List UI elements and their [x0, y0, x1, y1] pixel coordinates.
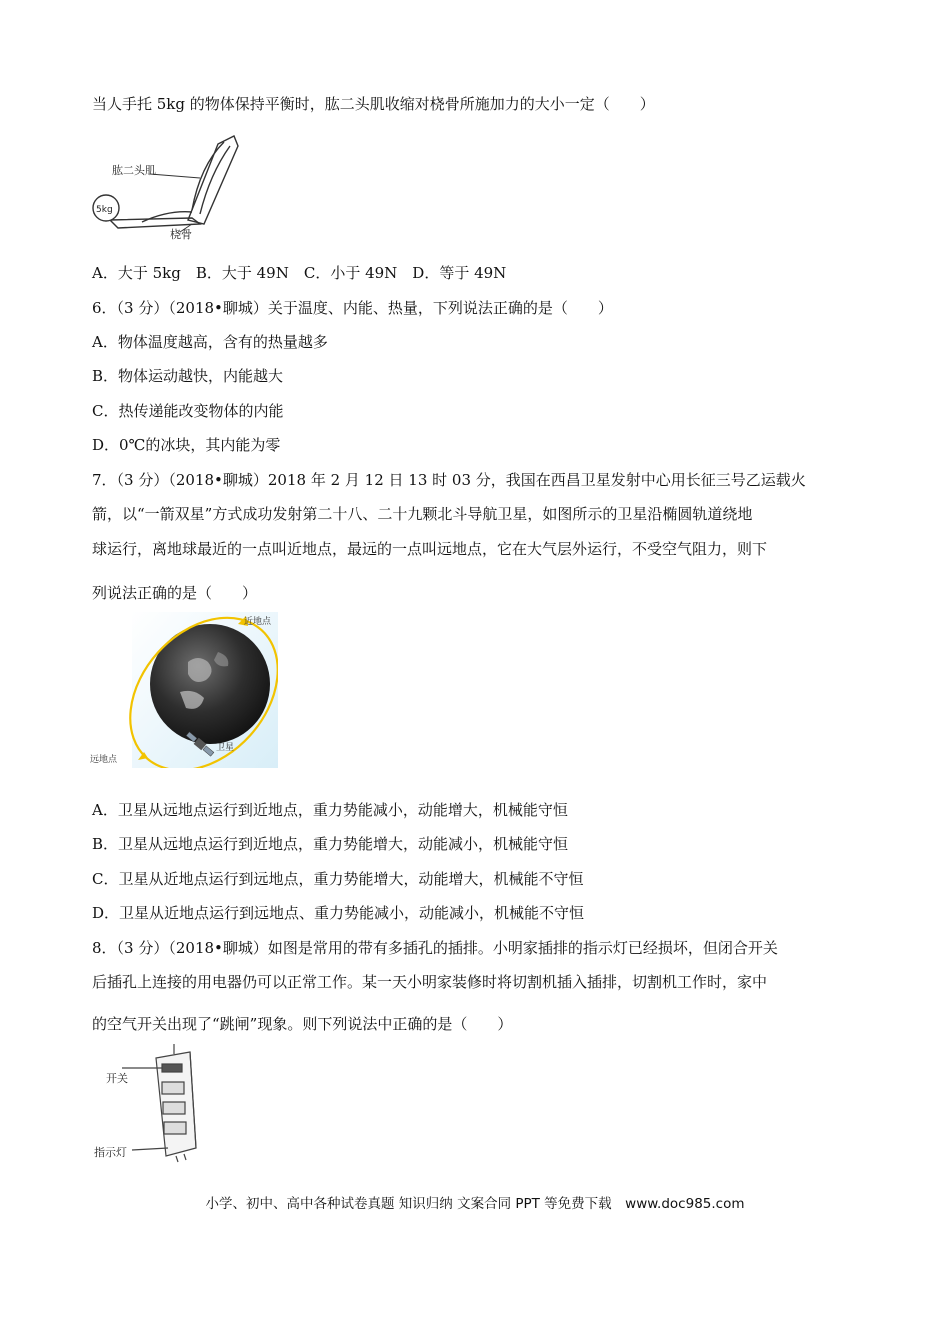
q5-options: A．大于 5kg B．大于 49N C．小于 49N D．等于 49N [92, 264, 507, 282]
arm-diagram [88, 126, 248, 242]
satellite-label: 卫星 [216, 743, 235, 753]
switch-block [162, 1064, 182, 1072]
biceps-muscle [192, 142, 224, 210]
weight-label: 5kg [96, 205, 113, 215]
forearm-bone [110, 218, 200, 228]
q6-stem: 6．（3 分）（2018•聊城）关于温度、内能、热量，下列说法正确的是（ ） [92, 299, 613, 317]
bone-label: 桡骨 [170, 228, 192, 241]
q8-stem-line-2: 后插孔上连接的用电器仍可以正常工作。某一天小明家装修时将切割机插入插排，切割机工作时，家中 [92, 973, 768, 991]
q7-option-d: D．卫星从近地点运行到远地点、重力势能减小，动能减小，机械能不守恒 [92, 904, 585, 922]
muscle-label: 肱二头肌 [112, 164, 156, 177]
near-point-label: 近地点 [244, 617, 272, 627]
q6-option-c: C．热传递能改变物体的内能 [92, 402, 284, 420]
q8-stem-line-1: 8．（3 分）（2018•聊城）如图是常用的带有多插孔的插排。小明家插排的指示灯已经损坏，但闭合开关 [92, 939, 778, 957]
q7-stem-line-3: 球运行，离地球最近的一点叫近地点，最远的一点叫远地点，它在大气层外运行，不受空气阻力，则下 [92, 540, 768, 558]
socket-1 [162, 1082, 184, 1094]
q7-option-b: B．卫星从远地点运行到近地点，重力势能增大，动能减小，机械能守恒 [92, 835, 569, 853]
q7-stem-line-1: 7．（3 分）（2018•聊城）2018 年 2 月 12 日 13 时 03 分，我国在西昌卫星发射中心用长征三号乙运载火 [92, 471, 806, 489]
q7-option-a: A．卫星从远地点运行到近地点，重力势能减小，动能增大，机械能守恒 [92, 801, 568, 819]
q6-option-d: D．0℃的冰块，其内能为零 [92, 436, 281, 454]
q6-option-a: A．物体温度越高，含有的热量越多 [92, 333, 328, 351]
switch-label: 开关 [106, 1072, 128, 1085]
satellite-orbit-diagram [88, 612, 278, 768]
q7-stem-line-4: 列说法正确的是（ ） [92, 584, 258, 602]
q7-option-c: C．卫星从近地点运行到远地点，重力势能增大，动能增大，机械能不守恒 [92, 870, 584, 888]
power-strip-diagram [92, 1044, 212, 1164]
socket-2 [163, 1102, 185, 1114]
far-point-label: 远地点 [90, 755, 118, 765]
q7-stem-line-2: 箭，以“一箭双星”方式成功发射第二十八、二十九颗北斗导航卫星，如图所示的卫星沿椭圆轨道绕地 [92, 505, 753, 523]
q8-stem-line-3: 的空气开关出现了“跳闸”现象。则下列说法中正确的是（ ） [92, 1015, 513, 1033]
upper-arm-bone [188, 136, 238, 224]
indicator-light-label: 指示灯 [94, 1146, 127, 1159]
q6-option-b: B．物体运动越快，内能越大 [92, 367, 284, 385]
q5-stem: 当人手托 5kg 的物体保持平衡时，肱二头肌收缩对桡骨所施加力的大小一定（ ） [92, 95, 655, 113]
page-footer: 小学、初中、高中各种试卷真题 知识归纳 文案合同 PPT 等免费下载 www.doc985.com [205, 1196, 745, 1212]
socket-3 [164, 1122, 186, 1134]
